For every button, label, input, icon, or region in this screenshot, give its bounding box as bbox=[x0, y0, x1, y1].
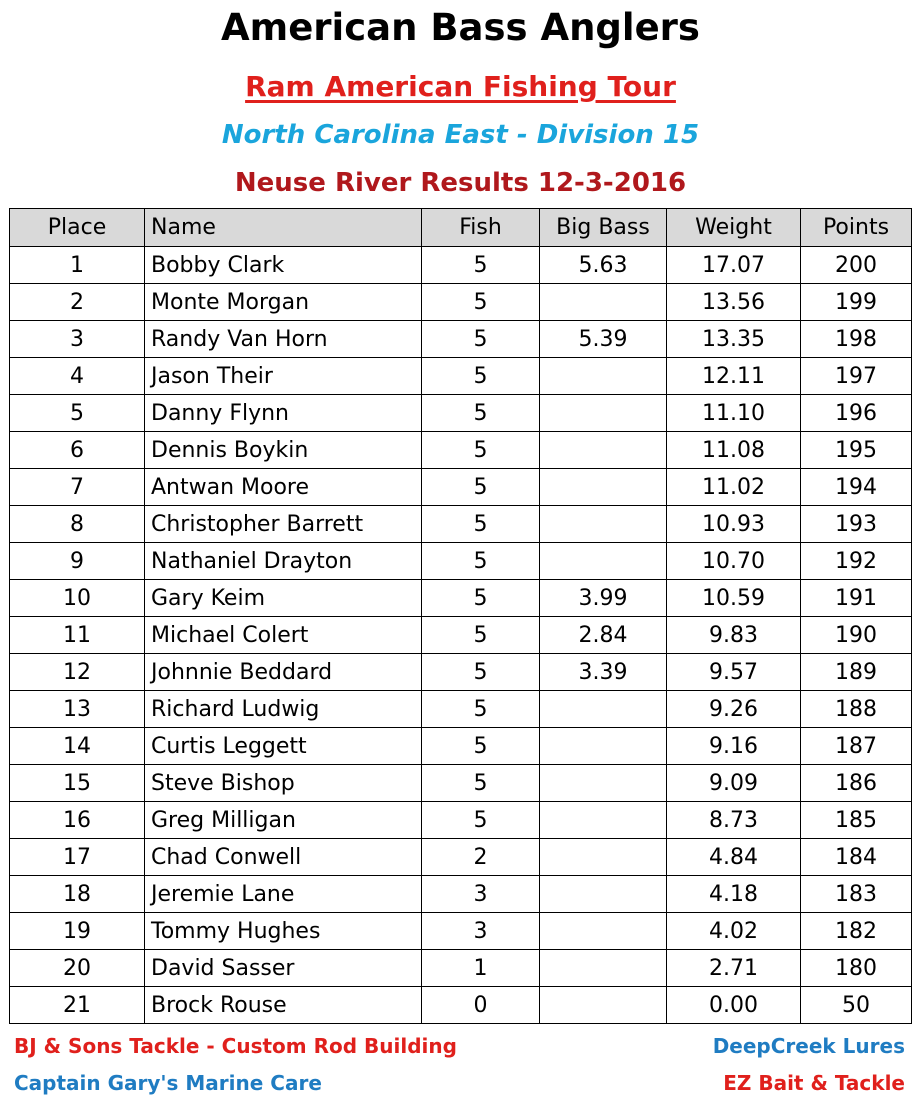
big-bass-cell: 5.39 bbox=[540, 321, 667, 358]
fish-cell: 5 bbox=[422, 580, 540, 617]
name-cell: Johnnie Beddard bbox=[145, 654, 422, 691]
points-cell: 186 bbox=[801, 765, 912, 802]
event-title: Neuse River Results 12-3-2016 bbox=[234, 168, 687, 198]
big-bass-cell bbox=[540, 950, 667, 987]
name-cell: Curtis Leggett bbox=[145, 728, 422, 765]
weight-cell: 4.02 bbox=[667, 913, 801, 950]
fish-cell: 5 bbox=[422, 284, 540, 321]
fish-cell: 0 bbox=[422, 987, 540, 1024]
place-cell: 13 bbox=[10, 691, 145, 728]
place-cell: 16 bbox=[10, 802, 145, 839]
points-cell: 50 bbox=[801, 987, 912, 1024]
weight-cell: 9.09 bbox=[667, 765, 801, 802]
table-row bbox=[10, 469, 912, 506]
fish-cell: 5 bbox=[422, 358, 540, 395]
column-header-place: Place bbox=[10, 209, 145, 247]
big-bass-cell bbox=[540, 876, 667, 913]
place-cell: 3 bbox=[10, 321, 145, 358]
big-bass-cell bbox=[540, 802, 667, 839]
table-row bbox=[10, 654, 912, 691]
fish-cell: 1 bbox=[422, 950, 540, 987]
column-header-fish: Fish bbox=[422, 209, 540, 247]
big-bass-cell bbox=[540, 543, 667, 580]
fish-cell: 2 bbox=[422, 839, 540, 876]
name-cell: Steve Bishop bbox=[145, 765, 422, 802]
tour-title: Ram American Fishing Tour bbox=[245, 70, 676, 103]
sponsor-ez-bait-tackle: EZ Bait & Tackle bbox=[723, 1071, 905, 1095]
weight-cell: 10.93 bbox=[667, 506, 801, 543]
big-bass-cell bbox=[540, 395, 667, 432]
place-cell: 7 bbox=[10, 469, 145, 506]
points-cell: 200 bbox=[801, 247, 912, 284]
weight-cell: 13.56 bbox=[667, 284, 801, 321]
name-cell: Chad Conwell bbox=[145, 839, 422, 876]
sponsor-deepcreek-lures: DeepCreek Lures bbox=[712, 1034, 905, 1058]
column-header-weight: Weight bbox=[667, 209, 801, 247]
table-row bbox=[10, 691, 912, 728]
weight-cell: 11.10 bbox=[667, 395, 801, 432]
big-bass-cell bbox=[540, 728, 667, 765]
weight-cell: 9.26 bbox=[667, 691, 801, 728]
points-cell: 199 bbox=[801, 284, 912, 321]
table-row bbox=[10, 358, 912, 395]
name-cell: Nathaniel Drayton bbox=[145, 543, 422, 580]
table-row bbox=[10, 617, 912, 654]
fish-cell: 5 bbox=[422, 765, 540, 802]
place-cell: 6 bbox=[10, 432, 145, 469]
name-cell: Gary Keim bbox=[145, 580, 422, 617]
name-cell: David Sasser bbox=[145, 950, 422, 987]
weight-cell: 2.71 bbox=[667, 950, 801, 987]
points-cell: 196 bbox=[801, 395, 912, 432]
place-cell: 14 bbox=[10, 728, 145, 765]
weight-cell: 11.02 bbox=[667, 469, 801, 506]
big-bass-cell: 3.99 bbox=[540, 580, 667, 617]
big-bass-cell bbox=[540, 691, 667, 728]
weight-cell: 10.70 bbox=[667, 543, 801, 580]
points-cell: 188 bbox=[801, 691, 912, 728]
table-row bbox=[10, 543, 912, 580]
table-row bbox=[10, 987, 912, 1024]
fish-cell: 3 bbox=[422, 876, 540, 913]
points-cell: 183 bbox=[801, 876, 912, 913]
name-cell: Antwan Moore bbox=[145, 469, 422, 506]
results-table bbox=[9, 208, 912, 1024]
points-cell: 185 bbox=[801, 802, 912, 839]
place-cell: 8 bbox=[10, 506, 145, 543]
place-cell: 11 bbox=[10, 617, 145, 654]
fish-cell: 5 bbox=[422, 802, 540, 839]
name-cell: Jason Their bbox=[145, 358, 422, 395]
fish-cell: 5 bbox=[422, 617, 540, 654]
sponsor-captain-garys: Captain Gary's Marine Care bbox=[14, 1071, 322, 1095]
points-cell: 194 bbox=[801, 469, 912, 506]
name-cell: Randy Van Horn bbox=[145, 321, 422, 358]
weight-cell: 9.16 bbox=[667, 728, 801, 765]
fish-cell: 5 bbox=[422, 247, 540, 284]
points-cell: 193 bbox=[801, 506, 912, 543]
page-title: American Bass Anglers bbox=[221, 6, 700, 49]
big-bass-cell: 2.84 bbox=[540, 617, 667, 654]
fish-cell: 5 bbox=[422, 321, 540, 358]
big-bass-cell bbox=[540, 765, 667, 802]
table-row bbox=[10, 432, 912, 469]
big-bass-cell: 5.63 bbox=[540, 247, 667, 284]
name-cell: Brock Rouse bbox=[145, 987, 422, 1024]
weight-cell: 0.00 bbox=[667, 987, 801, 1024]
fish-cell: 5 bbox=[422, 543, 540, 580]
table-row bbox=[10, 950, 912, 987]
table-row bbox=[10, 839, 912, 876]
place-cell: 19 bbox=[10, 913, 145, 950]
points-cell: 184 bbox=[801, 839, 912, 876]
name-cell: Richard Ludwig bbox=[145, 691, 422, 728]
column-header-big-bass: Big Bass bbox=[540, 209, 667, 247]
points-cell: 190 bbox=[801, 617, 912, 654]
place-cell: 20 bbox=[10, 950, 145, 987]
name-cell: Jeremie Lane bbox=[145, 876, 422, 913]
place-cell: 4 bbox=[10, 358, 145, 395]
place-cell: 21 bbox=[10, 987, 145, 1024]
place-cell: 9 bbox=[10, 543, 145, 580]
big-bass-cell bbox=[540, 358, 667, 395]
name-cell: Bobby Clark bbox=[145, 247, 422, 284]
fish-cell: 5 bbox=[422, 506, 540, 543]
points-cell: 189 bbox=[801, 654, 912, 691]
big-bass-cell: 3.39 bbox=[540, 654, 667, 691]
points-cell: 192 bbox=[801, 543, 912, 580]
weight-cell: 9.57 bbox=[667, 654, 801, 691]
points-cell: 198 bbox=[801, 321, 912, 358]
place-cell: 15 bbox=[10, 765, 145, 802]
weight-cell: 17.07 bbox=[667, 247, 801, 284]
weight-cell: 4.18 bbox=[667, 876, 801, 913]
name-cell: Greg Milligan bbox=[145, 802, 422, 839]
points-cell: 191 bbox=[801, 580, 912, 617]
place-cell: 2 bbox=[10, 284, 145, 321]
weight-cell: 10.59 bbox=[667, 580, 801, 617]
place-cell: 10 bbox=[10, 580, 145, 617]
table-header-row bbox=[10, 209, 912, 247]
points-cell: 195 bbox=[801, 432, 912, 469]
fish-cell: 5 bbox=[422, 469, 540, 506]
table-row bbox=[10, 395, 912, 432]
place-cell: 1 bbox=[10, 247, 145, 284]
table-row bbox=[10, 247, 912, 284]
place-cell: 18 bbox=[10, 876, 145, 913]
points-cell: 187 bbox=[801, 728, 912, 765]
table-row bbox=[10, 728, 912, 765]
column-header-name: Name bbox=[145, 209, 422, 247]
fish-cell: 5 bbox=[422, 395, 540, 432]
big-bass-cell bbox=[540, 469, 667, 506]
sponsor-bj-sons-tackle: BJ & Sons Tackle - Custom Rod Building bbox=[14, 1034, 457, 1058]
table-row bbox=[10, 802, 912, 839]
name-cell: Monte Morgan bbox=[145, 284, 422, 321]
big-bass-cell bbox=[540, 839, 667, 876]
fish-cell: 5 bbox=[422, 432, 540, 469]
name-cell: Michael Colert bbox=[145, 617, 422, 654]
weight-cell: 8.73 bbox=[667, 802, 801, 839]
weight-cell: 11.08 bbox=[667, 432, 801, 469]
division-title: North Carolina East - Division 15 bbox=[221, 120, 700, 150]
weight-cell: 12.11 bbox=[667, 358, 801, 395]
table-row bbox=[10, 506, 912, 543]
big-bass-cell bbox=[540, 506, 667, 543]
table-row bbox=[10, 580, 912, 617]
weight-cell: 13.35 bbox=[667, 321, 801, 358]
big-bass-cell bbox=[540, 913, 667, 950]
table-row bbox=[10, 876, 912, 913]
table-row bbox=[10, 913, 912, 950]
fish-cell: 3 bbox=[422, 913, 540, 950]
place-cell: 17 bbox=[10, 839, 145, 876]
big-bass-cell bbox=[540, 284, 667, 321]
weight-cell: 9.83 bbox=[667, 617, 801, 654]
table-row bbox=[10, 765, 912, 802]
name-cell: Christopher Barrett bbox=[145, 506, 422, 543]
big-bass-cell bbox=[540, 432, 667, 469]
name-cell: Danny Flynn bbox=[145, 395, 422, 432]
name-cell: Dennis Boykin bbox=[145, 432, 422, 469]
points-cell: 182 bbox=[801, 913, 912, 950]
weight-cell: 4.84 bbox=[667, 839, 801, 876]
table-row bbox=[10, 284, 912, 321]
place-cell: 5 bbox=[10, 395, 145, 432]
table-row bbox=[10, 321, 912, 358]
big-bass-cell bbox=[540, 987, 667, 1024]
fish-cell: 5 bbox=[422, 654, 540, 691]
column-header-points: Points bbox=[801, 209, 912, 247]
place-cell: 12 bbox=[10, 654, 145, 691]
points-cell: 197 bbox=[801, 358, 912, 395]
name-cell: Tommy Hughes bbox=[145, 913, 422, 950]
fish-cell: 5 bbox=[422, 728, 540, 765]
fish-cell: 5 bbox=[422, 691, 540, 728]
points-cell: 180 bbox=[801, 950, 912, 987]
